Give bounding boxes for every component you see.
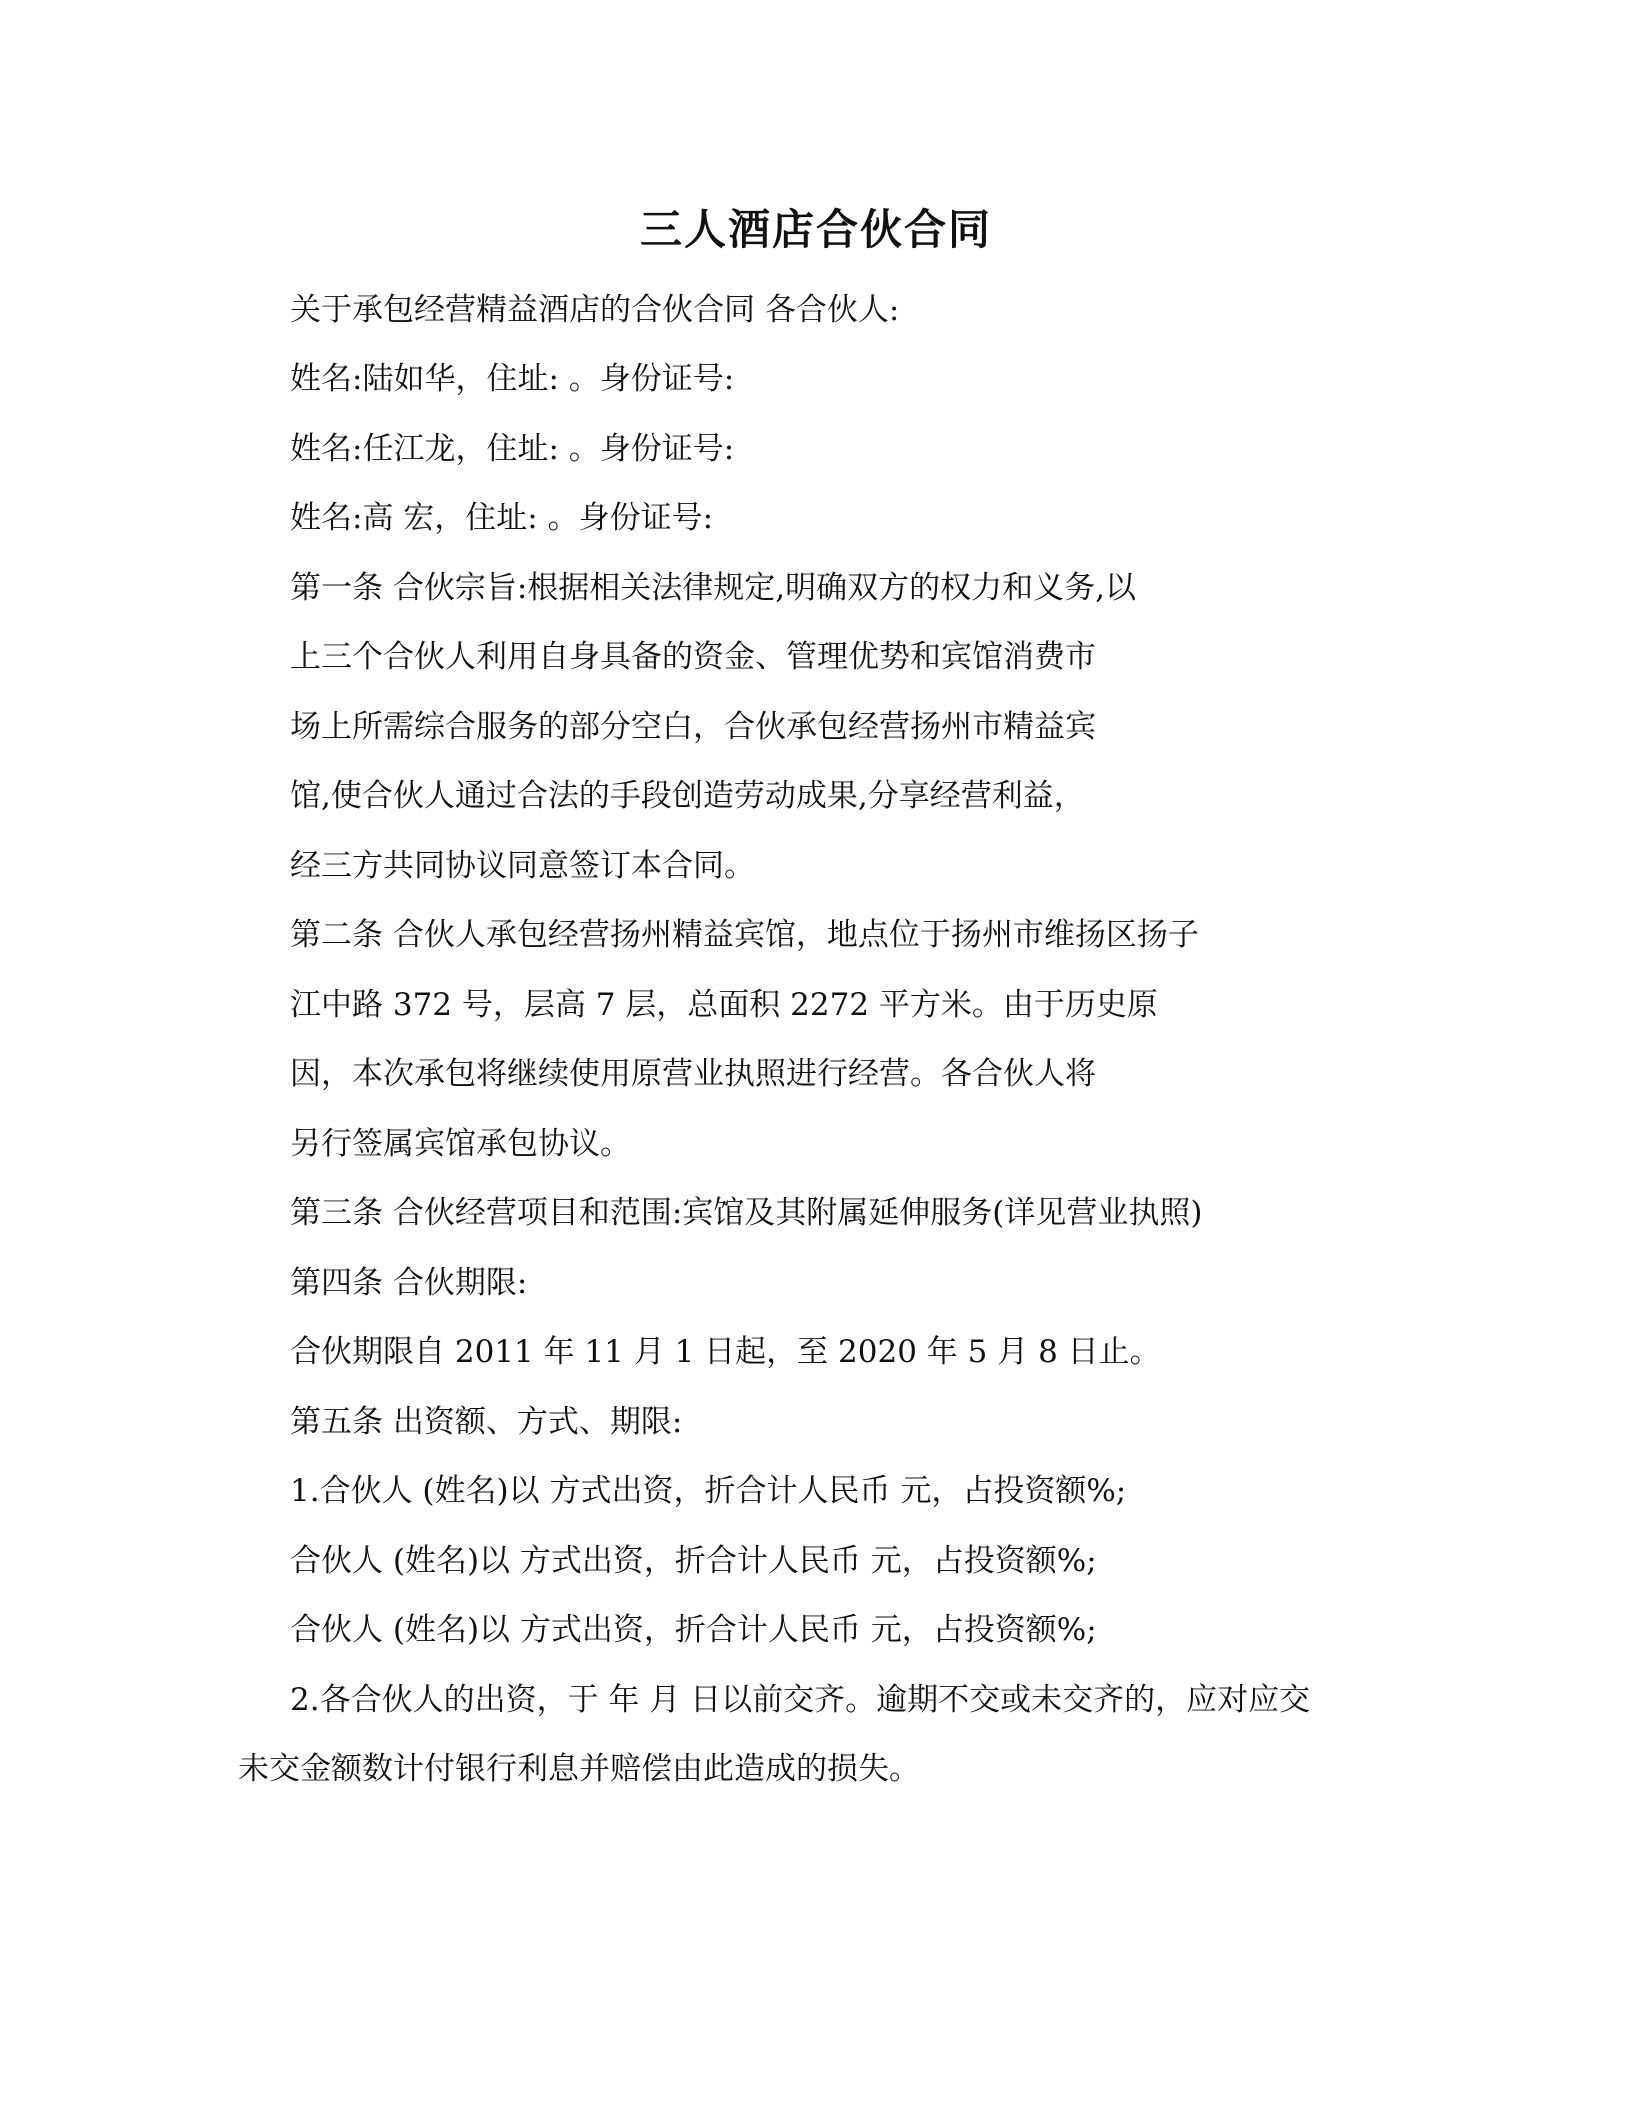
article-1-line-3: 场上所需综合服务的部分空白，合伙承包经营扬州市精益宾 [290,709,1096,745]
paragraph-intro: 关于承包经营精益酒店的合伙合同 各合伙人: [290,292,900,328]
partner-2-line: 姓名:任江龙，住址: 。身份证号: [290,431,735,467]
document-title: 三人酒店合伙合同 [639,205,992,254]
article-1-line-2: 上三个合伙人利用自身具备的资金、管理优势和宾馆消费市 [290,639,1096,675]
payment-deadline-line-1: 2.各合伙人的出资，于 年 月 日以前交齐。逾期不交或未交齐的，应对应交 [290,1682,1311,1718]
article-2-line-1: 第二条 合伙人承包经营扬州精益宾馆，地点位于扬州市维扬区扬子 [290,917,1199,953]
article-2-line-4: 另行签属宾馆承包协议。 [290,1126,631,1162]
contribution-line-1: 1.合伙人 (姓名)以 方式出资，折合计人民币 元，占投资额%; [290,1473,1127,1509]
payment-deadline-line-2: 未交金额数计付银行利息并赔偿由此造成的损失。 [238,1751,920,1787]
partner-1-line: 姓名:陆如华，住址: 。身份证号: [290,361,735,397]
contribution-line-2: 合伙人 (姓名)以 方式出资，折合计人民币 元，占投资额%; [290,1543,1097,1579]
article-1-line-4: 馆,使合伙人通过合法的手段创造劳动成果,分享经营利益， [290,778,1085,814]
article-2-line-3: 因，本次承包将继续使用原营业执照进行经营。各合伙人将 [290,1056,1096,1092]
article-1-line-5: 经三方共同协议同意签订本合同。 [290,848,755,884]
article-2-line-2: 江中路 372 号，层高 7 层，总面积 2272 平方米。由于历史原 [290,987,1158,1023]
contribution-line-3: 合伙人 (姓名)以 方式出资，折合计人民币 元，占投资额%; [290,1612,1097,1648]
article-5-heading: 第五条 出资额、方式、期限: [290,1404,683,1440]
article-4-heading: 第四条 合伙期限: [290,1265,528,1301]
article-1-line-1: 第一条 合伙宗旨:根据相关法律规定,明确双方的权力和义务,以 [290,570,1137,606]
partner-3-line: 姓名:高 宏，住址: 。身份证号: [290,500,714,536]
article-3-line: 第三条 合伙经营项目和范围:宾馆及其附属延伸服务(详见营业执照) [290,1195,1203,1231]
article-4-term: 合伙期限自 2011 年 11 月 1 日起，至 2020 年 5 月 8 日止。 [290,1334,1161,1370]
